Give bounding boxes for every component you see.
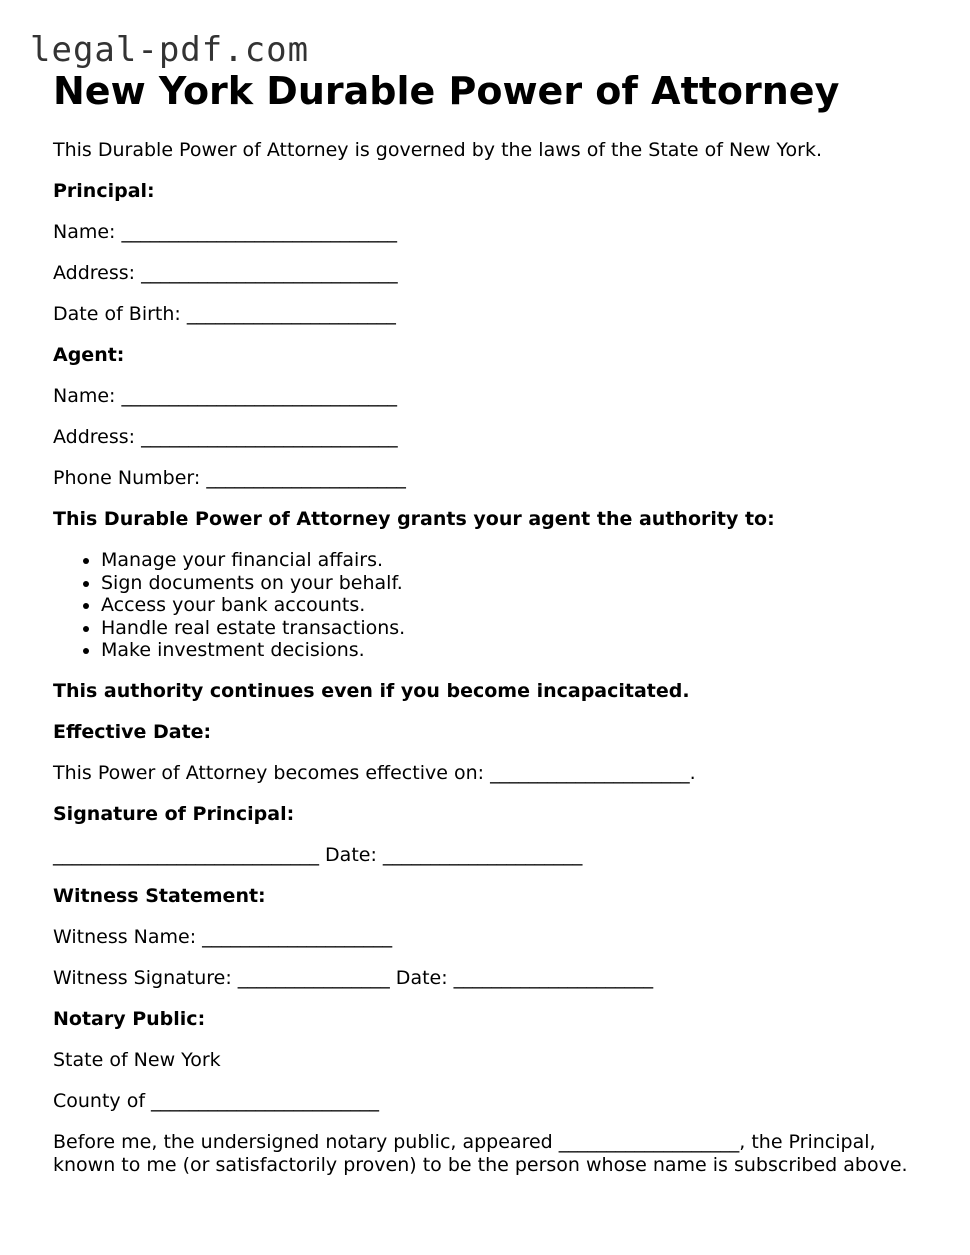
agent-heading: Agent:: [53, 344, 125, 366]
intro-text: This Durable Power of Attorney is governed by the laws of the State of New York.: [53, 139, 822, 161]
principal-address-field: Address: ___________________________: [53, 262, 398, 284]
document-page: [53, 66, 933, 1177]
signature-line: ____________________________ Date: _____________________: [53, 843, 583, 866]
witness-name-field: Witness Name: ____________________: [53, 925, 393, 948]
principal-dob-field: Date of Birth: ______________________: [53, 303, 396, 325]
notary-heading: Notary Public:: [53, 1007, 206, 1030]
effective-date-field: This Power of Attorney becomes effective on: _____________________.: [53, 761, 696, 784]
witness-heading: Witness Statement:: [53, 884, 266, 907]
principal-name-field: Name: _____________________________: [53, 221, 397, 243]
list-item: • Access your bank accounts.: [101, 594, 933, 617]
authority-heading: This Durable Power of Attorney grants your agent the authority to:: [53, 508, 775, 530]
witness-signature-field: Witness Signature: ________________ Date: _____________________: [53, 966, 654, 989]
effective-date-heading: Effective Date:: [53, 720, 212, 743]
notary-state: State of New York: [53, 1048, 221, 1071]
list-item: • Handle real estate transactions.: [101, 617, 933, 640]
authority-continues-text: This authority continues even if you become incapacitated.: [53, 679, 690, 702]
list-item: • Sign documents on your behalf.: [101, 572, 933, 595]
notary-county-field: County of ________________________: [53, 1089, 380, 1112]
page-title: New York Durable Power of Attorney: [53, 69, 840, 113]
agent-address-field: Address: ___________________________: [53, 426, 398, 448]
principal-heading: Principal:: [53, 180, 155, 202]
agent-phone-field: Phone Number: _____________________: [53, 467, 406, 489]
authority-list: [53, 549, 933, 662]
list-item: • Make investment decisions.: [101, 639, 933, 662]
notary-statement: Before me, the undersigned notary public, appeared ___________________, the Principal, known to me (or satisfactorily proven) to be the person whose name is subscribed above.: [53, 1130, 908, 1176]
agent-name-field: Name: _____________________________: [53, 385, 397, 407]
signature-heading: Signature of Principal:: [53, 802, 295, 825]
list-item: • Manage your financial affairs.: [101, 549, 933, 572]
watermark: legal-pdf.com: [30, 30, 310, 70]
